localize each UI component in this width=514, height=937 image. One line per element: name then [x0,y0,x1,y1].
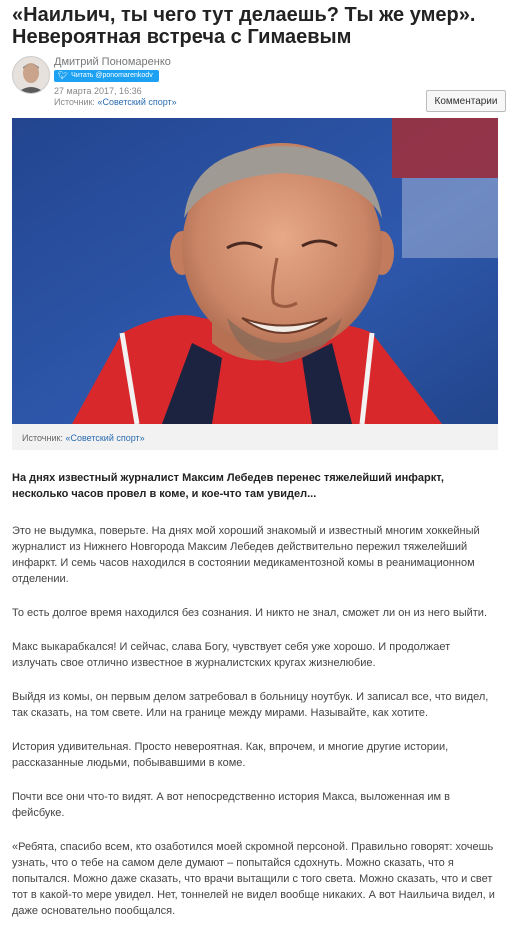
photo-illustration [12,118,498,424]
article-paragraph: Это не выдумка, поверьте. На днях мой хороший знакомый и известный многим хоккейный журналист из Нижнего Новгорода Максим Лебедев действительно пережил тяжелейший инфаркт. И семь часов находился в состоянии медикаментозной комы в реанимационном отделении. [12,525,480,585]
article-paragraph: Выйдя из комы, он первым делом затребовал в больницу ноутбук. И записал все, что видел, так сказать, на том свете. Или на границе между мирами. Называйте, как хотите. [12,691,489,719]
source-link[interactable]: «Советский спорт» [97,97,177,107]
article-paragraph: То есть долгое время находился без сознания. И никто не знал, сможет ли он из него выйти. [12,607,488,619]
author-avatar[interactable] [12,56,50,94]
author-block [12,54,506,110]
article-photo [12,118,498,424]
article-paragraph: История удивительная. Просто невероятная. Как, впрочем, и многие другие истории, рассказанные людьми, побывавшими в коме. [12,741,449,769]
article-paragraph: «Ребята, спасибо всем, кто озаботился моей скромной персоной. Правильно говорят: хочешь узнать, что о тебе на самом деле думают – попытайся сдохнуть. Можно сказать, что я попытался. Можно даже сказать, что врачи вытащили с того света. Можно сказать, что и свет тот в какой-то мере увидел. Нет, тоннелей не видел вообще никаких. А вот Наильича видел, и даже основательно пообщался. [12,841,495,917]
author-name[interactable]: Дмитрий Пономаренко [54,56,171,68]
publish-date: 27 марта 2017, 16:36 [54,86,142,96]
article-body [12,470,498,937]
twitter-follow-button[interactable] [54,70,159,82]
article-paragraph: Макс выкарабкался! И сейчас, слава Богу, чувствует себя уже хорошо. И продолжает излучать свое отлично известное в журналистских кругах жизнелюбие. [12,641,451,669]
article-lead: На днях известный журналист Максим Лебедев перенес тяжелейший инфаркт, несколько часов провел в коме, и кое-что там увидел... [12,472,444,500]
photo-caption-source-link[interactable]: «Советский спорт» [65,433,145,443]
photo-caption [12,424,498,450]
article-headline: «Наильич, ты чего тут делаешь? Ты же умер». Невероятная встреча с Гимаевым [12,4,476,48]
source-line [54,97,177,107]
photo-caption-label: Источник: [22,433,63,443]
comments-button[interactable]: Комментарии [426,90,506,112]
twitter-bird-icon: 🐦︎ [58,71,69,80]
avatar-portrait-icon [13,57,49,93]
twitter-follow-label: Читать @ponomarenkodv [71,72,153,79]
article-paragraph: Почти все они что-то видят. А вот непосредственно история Макса, выложенная им в фейсбуке. [12,791,450,819]
source-label: Источник: [54,97,95,107]
